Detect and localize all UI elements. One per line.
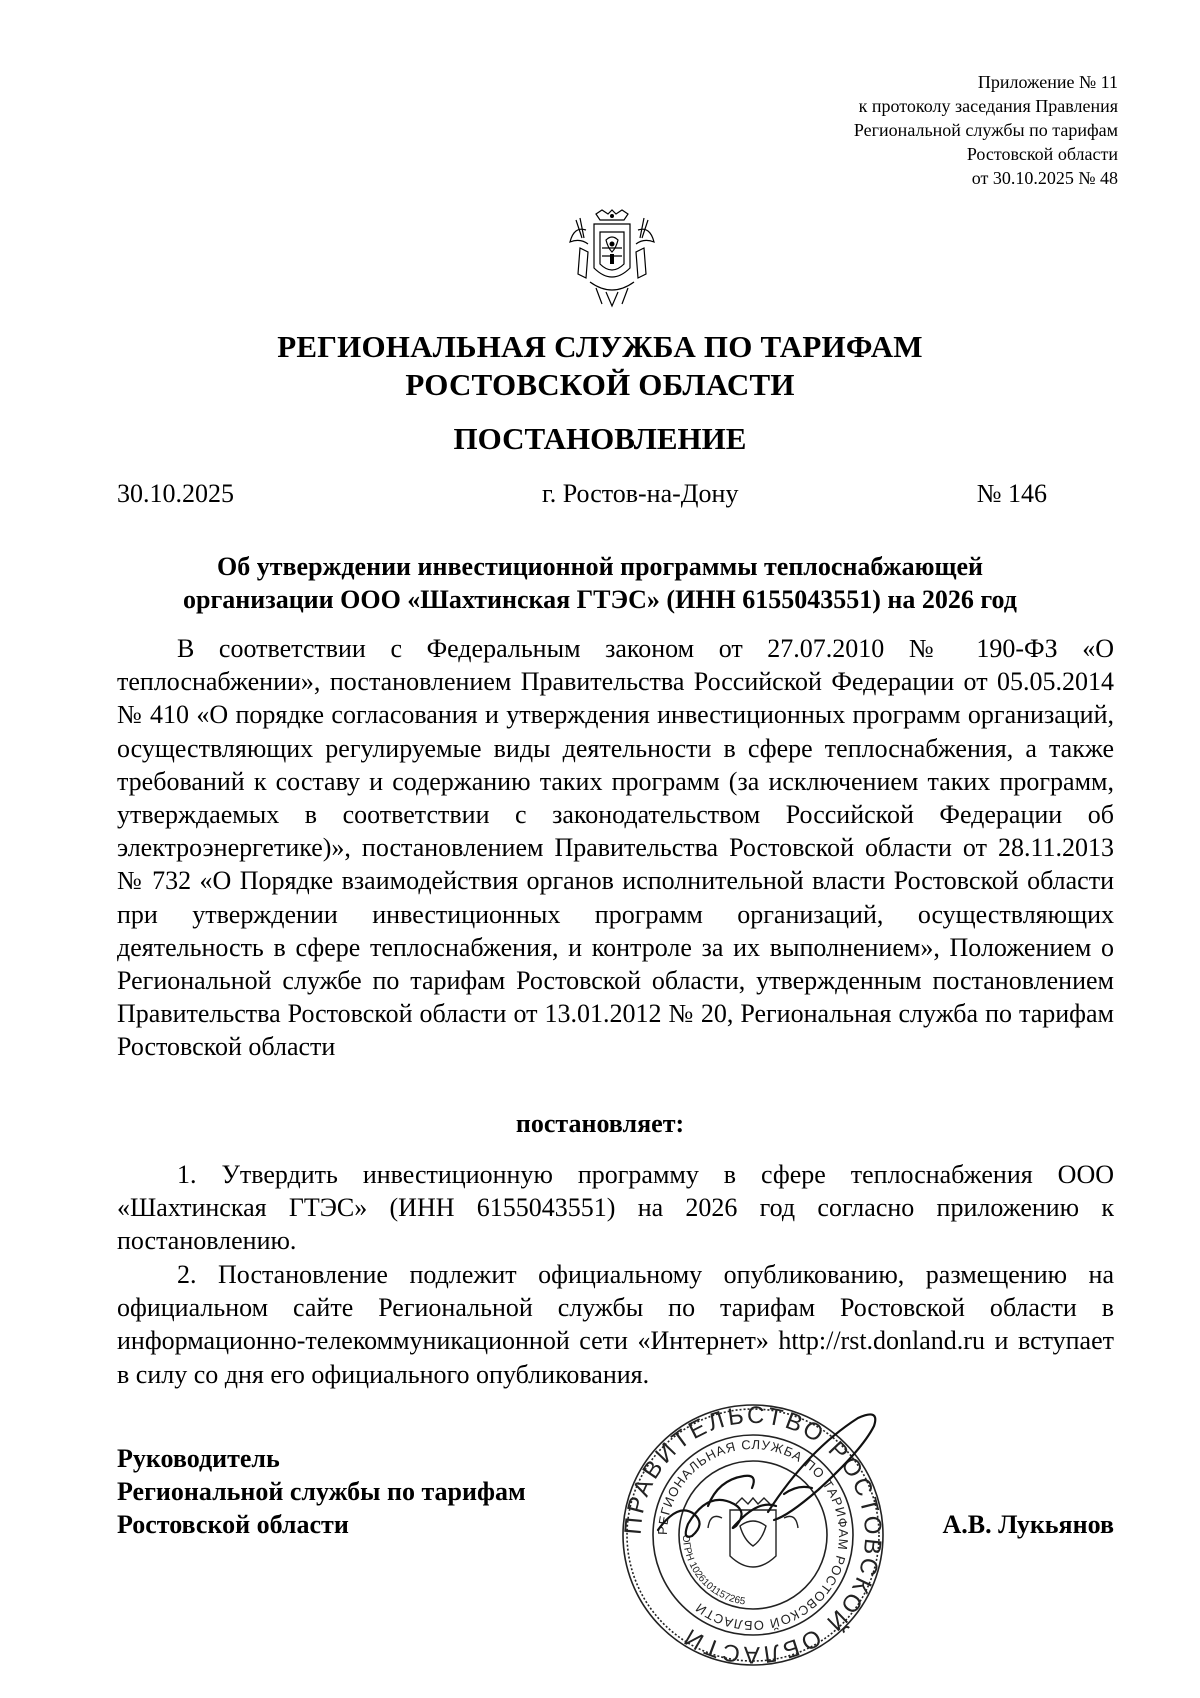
organization-title <box>120 328 1080 404</box>
appendix-note <box>698 70 1118 190</box>
document-number: № 146 <box>976 479 1047 508</box>
organization-title-line: РЕГИОНАЛЬНАЯ СЛУЖБА ПО ТАРИФАМ <box>277 329 923 364</box>
document-type: ПОСТАНОВЛЕНИЕ <box>453 421 747 456</box>
seal-id-text: ОГРН 1026101157265 <box>679 1534 746 1608</box>
signatory-title-line: Региональной службы по тарифам <box>117 1477 526 1506</box>
signatory-title <box>117 1442 526 1541</box>
signatory-title-line: Руководитель <box>117 1444 280 1473</box>
document-date: 30.10.2025 <box>117 479 234 508</box>
handwritten-signature-icon <box>648 1410 898 1560</box>
clause-1: 1. Утвердить инвестиционную программу в сфере теплоснабжения ООО «Шахтинская ГТЭС» (ИНН 6155043551) на 2026 год согласно приложению к постановлению. <box>117 1160 1114 1256</box>
organization-title-line: РОСТОВСКОЙ ОБЛАСТИ <box>405 367 795 402</box>
document-meta-row <box>117 478 1047 510</box>
appendix-line: от 30.10.2025 № 48 <box>971 168 1118 188</box>
signatory-name: А.В. Лукьянов <box>942 1510 1114 1539</box>
seal-outer-text: ПРАВИТЕЛЬСТВО РОСТОВСКОЙ ОБЛАСТИ <box>619 1401 887 1669</box>
appendix-line: Региональной службы по тарифам <box>853 120 1118 140</box>
document-subject-line: Об утверждении инвестиционной программы теплоснабжающей <box>217 552 983 581</box>
clause-2: 2. Постановление подлежит официальному опубликованию, размещению на официальном сайте Региональной службы по тарифам Ростовской области в информационно-телекоммуникационной сети «Интернет» http://rst.donland.ru и вступает в силу со дня его официального опубликования. <box>117 1260 1114 1389</box>
coat-of-arms-icon <box>566 208 658 308</box>
appendix-line: к протоколу заседания Правления <box>858 96 1118 116</box>
document-subject <box>120 550 1080 616</box>
signatory-title-line: Ростовской области <box>117 1510 349 1539</box>
document-city: г. Ростов-на-Дону <box>542 479 739 508</box>
resolves-heading: постановляет: <box>515 1109 685 1138</box>
appendix-line: Приложение № 11 <box>977 72 1118 92</box>
appendix-line: Ростовской области <box>966 144 1118 164</box>
seal-inner-text: РЕГИОНАЛЬНАЯ СЛУЖБА ПО ТАРИФАМ РОСТОВСКОЙ ОБЛАСТИ <box>654 1436 852 1634</box>
preamble-paragraph: В соответствии с Федеральным законом от 27.07.2010 № 190-ФЗ «О теплоснабжении», постановлением Правительства Российской Федерации от 05.05.2014 № 410 «О порядке согласования и утверждения инвестиционных программ организаций, осуществляющих регулируемые виды деятельности в сфере теплоснабжения, а также требований к составу и содержанию таких программ (за исключением таких программ, утверждаемых в соответствии с законодательством Российской Федерации об электроэнергетике)», постановлением Правительства Ростовской области от 28.11.2013 № 732 «О Порядке взаимодействия органов исполнительной власти Ростовской области при утверждении инвестиционных программ организаций, осуществляющих деятельность в сфере теплоснабжения, и контроле за их выполнением», Положением о Региональной службе по тарифам Ростовской области, утвержденным постановлением Правительства Ростовской области от 13.01.2012 № 20, Региональная служба по тарифам Ростовской области <box>117 634 1114 1062</box>
document-subject-line: организации ООО «Шахтинская ГТЭС» (ИНН 6155043551) на 2026 год <box>183 585 1017 614</box>
